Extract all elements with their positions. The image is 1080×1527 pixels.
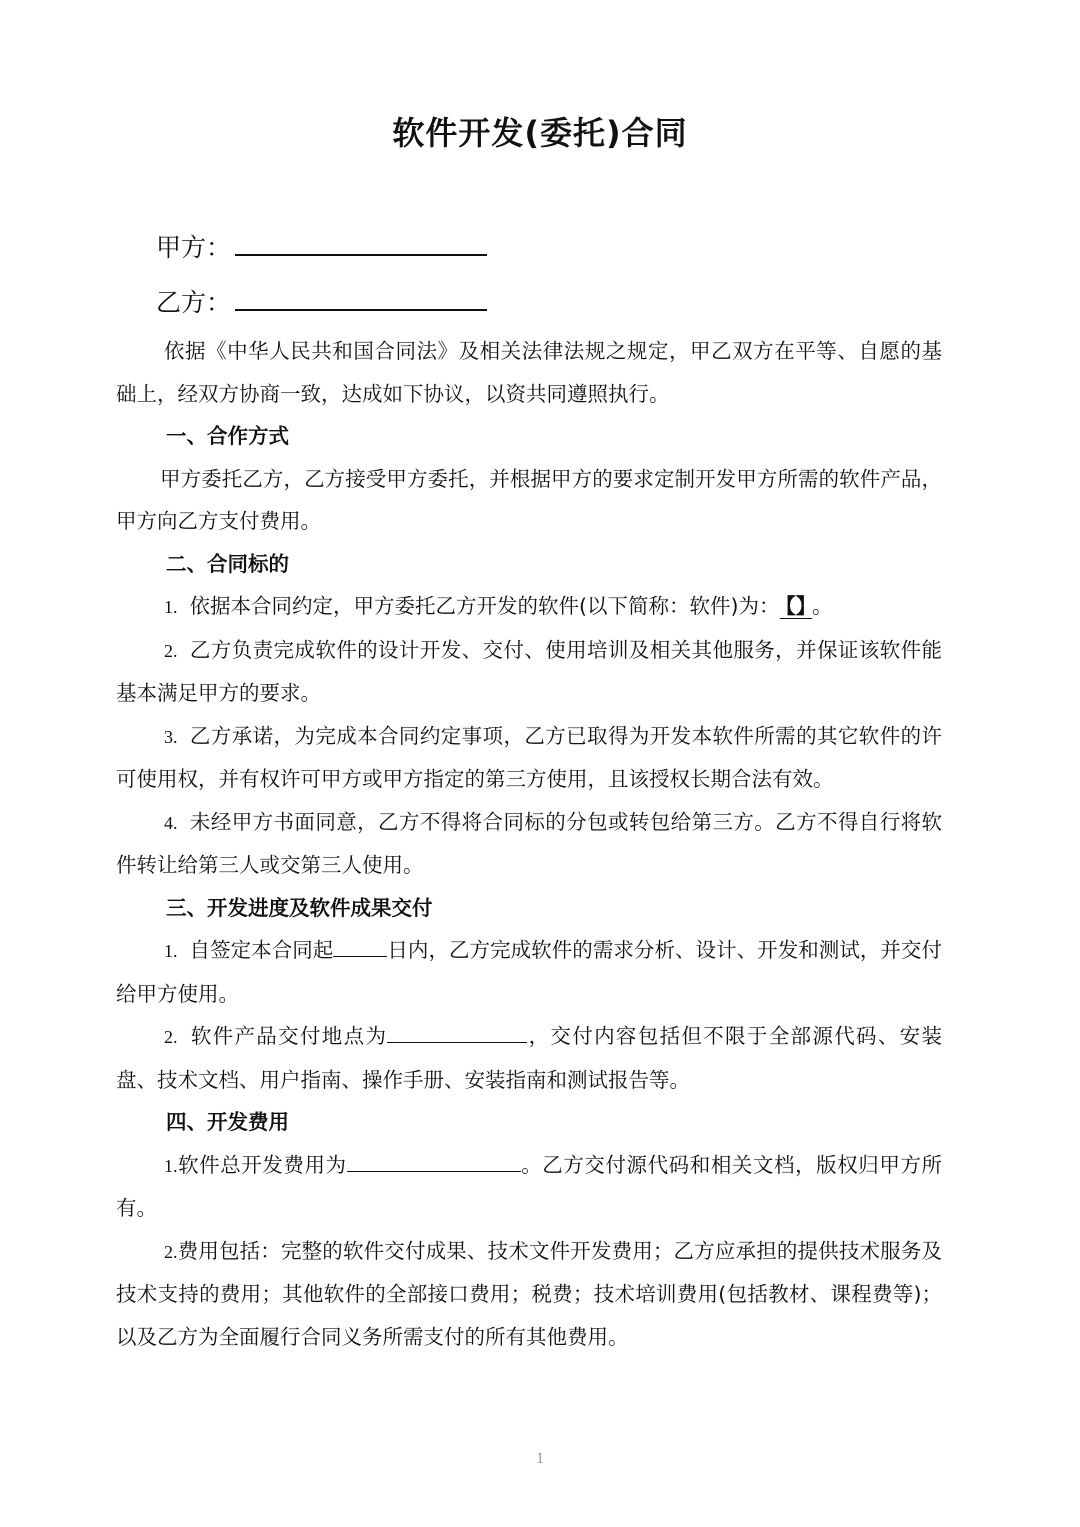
party-a-blank [235, 232, 487, 256]
section2-item2-text: 乙方负责完成软件的设计开发、交付、使用培训及相关其他服务，并保证该软件能基本满足甲方的要求。 [116, 637, 942, 705]
section4-item1 [116, 1144, 942, 1230]
section4-heading: 四、开发费用 [166, 1110, 289, 1134]
section2-item1-text: 依据本合同约定，甲方委托乙方开发的软件(以下简称：软件)为： [189, 594, 780, 618]
item-number: 2. [164, 1241, 178, 1262]
section3-item2-pre: 软件产品交付地点为 [189, 1024, 388, 1048]
section3-item1-pre: 自签定本合同起 [189, 938, 334, 962]
page-number: 1 [536, 1450, 544, 1467]
item-number: 2. [164, 640, 178, 661]
software-name-placeholder: 【】 [780, 594, 813, 619]
section4-item2-text: 费用包括：完整的软件交付成果、技术文件开发费用；乙方应承担的提供技术服务及技术支持的费用；其他软件的全部接口费用；税费；技术培训费用(包括教材、课程费等)；以及乙方为全面履行合同义务所需支付的所有其他费用。 [116, 1238, 942, 1349]
section4-item1-pre: 软件总开发费用为 [177, 1152, 347, 1177]
section3-item1 [116, 929, 942, 1015]
section3-heading: 三、开发进度及软件成果交付 [166, 895, 433, 920]
party-b-label: 乙方： [156, 288, 232, 317]
party-a-label: 甲方： [156, 233, 232, 262]
days-blank [333, 938, 387, 957]
section3-item2 [116, 1015, 942, 1101]
section4-item1-post: 。乙方交付源代码和相关文档，版权归甲方所有。 [116, 1152, 943, 1220]
item-number: 1. [164, 941, 178, 961]
party-a-line [156, 230, 487, 266]
section2-heading: 二、合同标的 [166, 551, 289, 576]
section2-item4 [116, 801, 942, 887]
contract-body [116, 330, 942, 1358]
section3-item1-post: 日内，乙方完成软件的需求分析、设计、开发和测试，并交付给甲方使用。 [116, 938, 942, 1006]
section2-item4-text: 未经甲方书面同意，乙方不得将合同标的分包或转包给第三方。乙方不得自行将软件转让给第三人或交第三人使用。 [116, 809, 942, 877]
section3-item2-post: ，交付内容包括但不限于全部源代码、安装盘、技术文档、用户指南、操作手册、安装指南和测试报告等。 [116, 1024, 943, 1092]
intro-paragraph: 依据《中华人民共和国合同法》及相关法律法规之规定，甲乙双方在平等、自愿的基础上，经双方协商一致，达成如下协议，以资共同遵照执行。 [116, 339, 942, 406]
section4-item2 [116, 1230, 942, 1359]
item-number: 2. [164, 1027, 178, 1047]
section2-item1-end: 。 [812, 594, 833, 618]
section2-item3 [116, 715, 942, 801]
item-number: 3. [164, 726, 178, 747]
section2-item3-text: 乙方承诺，为完成本合同约定事项，乙方已取得为开发本软件所需的其它软件的许可使用权，并有权许可甲方或甲方指定的第三方使用，且该授权长期合法有效。 [116, 723, 942, 791]
item-number: 4. [164, 812, 178, 833]
total-fee-blank [347, 1153, 521, 1172]
section2-item2 [116, 629, 942, 715]
party-b-blank [235, 287, 487, 311]
page-title: 软件开发(委托)合同 [392, 114, 688, 152]
section2-item1 [116, 585, 942, 629]
section1-heading: 一、合作方式 [166, 424, 289, 448]
delivery-location-blank [387, 1024, 527, 1043]
item-number: 1. [164, 597, 178, 617]
item-number: 1. [164, 1155, 178, 1176]
party-b-line [156, 285, 487, 321]
section1-text: 甲方委托乙方，乙方接受甲方委托，并根据甲方的要求定制开发甲方所需的软件产品，甲方向乙方支付费用。 [116, 466, 942, 533]
